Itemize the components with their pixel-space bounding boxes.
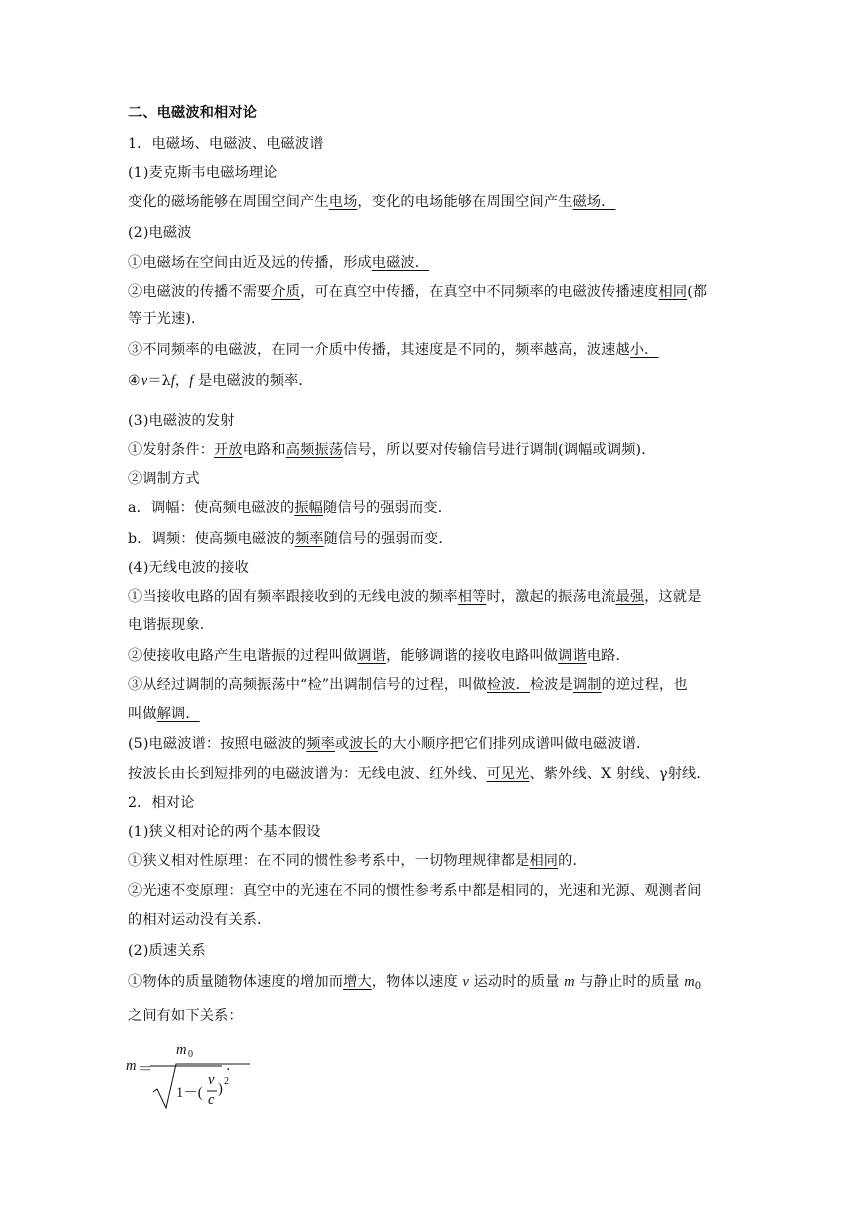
radical-sign: [150, 1058, 260, 1110]
text: ①物体的质量随物体速度的增加而: [128, 974, 344, 990]
formula-one-minus: 1－(: [176, 1085, 203, 1101]
em-wave-line-4: [128, 371, 313, 391]
text: 的逆过程，也: [601, 677, 688, 693]
spectrum-line-2: [128, 764, 711, 784]
mass-velocity-line-1: [128, 972, 701, 997]
blank-answer: 最强: [615, 589, 645, 605]
text: ③从经过调制的高频振荡中“检”出调制信号的过程，叫做: [128, 677, 487, 693]
text: 信号，所以要对传输信号进行调制(调幅或调频)．: [343, 442, 656, 458]
postulate-line-1: [128, 851, 587, 871]
blank-answer: 相同: [658, 284, 688, 300]
text: 与静止时的质量: [574, 974, 685, 990]
blank-answer: 解调．: [156, 706, 200, 722]
text: ，: [174, 373, 190, 389]
text: 电路．: [586, 648, 630, 664]
emission-line-1: [128, 440, 656, 460]
text: ，可在真空中传播，在真空中不同频率的电磁波传播速度: [300, 284, 659, 300]
blank-answer: 可见光: [486, 766, 530, 782]
var-v: v: [140, 373, 148, 389]
text: b．调频：使高频电磁波的: [128, 531, 295, 547]
formula-eq: ＝: [138, 1062, 153, 1078]
text: 电路和: [242, 442, 286, 458]
postulate-line-2-cont: 的相对运动没有关系．: [128, 912, 272, 928]
text: ②电磁波的传播不需要: [128, 284, 272, 300]
text: ①发射条件：: [128, 442, 215, 458]
text: 检波是: [529, 677, 573, 693]
var-v: v: [462, 974, 469, 990]
section-title: 二、电磁波和相对论: [128, 105, 258, 121]
heading-em: 1．电磁场、电磁波、电磁波谱: [128, 136, 324, 152]
reception-line-1: [128, 587, 702, 607]
blank-answer: 检波．: [486, 677, 530, 693]
text: ，物体以速度: [371, 974, 463, 990]
text: ②使接收电路产生电谐振的过程叫做: [128, 648, 358, 664]
text: 是电磁波的频率．: [193, 373, 313, 389]
text: (5)电磁波谱：按照电磁波的: [128, 736, 307, 752]
postulate-line-2: ②光速不变原理：真空中的光速在不同的惯性参考系中都是相同的，光速和光源、观测者间: [128, 883, 702, 899]
mass-velocity-formula: [124, 1040, 264, 1120]
formula-exp: 2: [224, 1076, 229, 1087]
blank-answer: 增大: [343, 974, 372, 990]
formula-num-sub: 0: [188, 1049, 193, 1060]
blank-answer: 电磁波．: [371, 255, 430, 271]
blank-answer: 介质: [271, 284, 301, 300]
emission-line-4: [128, 529, 453, 549]
blank-answer: 振幅: [294, 500, 324, 516]
blank-answer: 调谐: [558, 648, 587, 664]
subscript: 0: [694, 981, 702, 992]
text: 按波长由长到短排列的电磁波谱为：无线电波、红外线、: [128, 766, 487, 782]
emission-line-2: ②调制方式: [128, 471, 200, 487]
text: 、紫外线、X 射线、γ射线．: [529, 766, 711, 782]
blank-answer: 开放: [214, 442, 243, 458]
blank-answer: 波长: [349, 736, 378, 752]
blank-answer: 磁场．: [572, 194, 616, 210]
blank-answer: 调谐: [357, 648, 387, 664]
blank-answer: 相等: [457, 589, 487, 605]
em-wave-line-1: [128, 253, 429, 273]
blank-answer: 频率: [306, 736, 335, 752]
text: 或: [334, 736, 350, 752]
text: (都: [687, 284, 708, 300]
blank-answer: 相同: [529, 853, 559, 869]
subheading-emission: (3)电磁波的发射: [128, 413, 235, 429]
var-f: f: [170, 373, 175, 389]
subheading-reception: (4)无线电波的接收: [128, 560, 249, 576]
reception-line-3: [128, 675, 688, 695]
reception-line-2: [128, 646, 630, 666]
formula-lhs: m: [126, 1058, 137, 1074]
em-wave-line-3: [128, 340, 659, 360]
emission-line-3: [128, 498, 452, 518]
em-wave-line-2-cont: 等于光速)．: [128, 311, 206, 327]
em-wave-line-2: [128, 282, 707, 302]
maxwell-theory-line: [128, 192, 616, 212]
text: ，这就是: [644, 589, 702, 605]
text: ④: [128, 373, 141, 389]
mass-velocity-line-1-cont: 之间有如下关系：: [128, 1008, 243, 1024]
blank-answer: 频率: [294, 531, 324, 547]
text: ＝λ: [147, 373, 171, 389]
var-m: m: [564, 974, 575, 990]
text: ①当接收电路的固有频率跟接收到的无线电波的频率: [128, 589, 458, 605]
blank-answer: 小．: [629, 342, 659, 358]
blank-answer: 高频振荡: [285, 442, 344, 458]
text: 随信号的强弱而变．: [323, 500, 453, 516]
subheading-postulates: (1)狭义相对论的两个基本假设: [128, 824, 321, 840]
formula-c: c: [208, 1092, 215, 1108]
text: 时，激起的振荡电流: [486, 589, 616, 605]
var-m0: m: [684, 974, 695, 990]
heading-relativity: 2．相对论: [128, 795, 195, 811]
formula-num: m: [176, 1042, 187, 1058]
formula-close: ): [218, 1081, 223, 1097]
reception-line-1-cont: 电谐振现象．: [128, 617, 215, 633]
text: 的．: [558, 853, 587, 869]
text: 随信号的强弱而变．: [323, 531, 453, 547]
text: 变化的磁场能够在周围空间产生: [128, 194, 329, 210]
formula-v: v: [208, 1072, 215, 1088]
subheading-mass-velocity: (2)质速关系: [128, 943, 206, 959]
reception-line-3-cont: [128, 704, 200, 724]
subheading-maxwell: (1)麦克斯韦电磁场理论: [128, 165, 278, 181]
formula-period: ．: [226, 1058, 241, 1074]
text: ①狭义相对性原理：在不同的惯性参考系中，一切物理规律都是: [128, 853, 530, 869]
text: ③不同频率的电磁波，在同一介质中传播，其速度是不同的，频率越高，波速越: [128, 342, 630, 358]
text: 运动时的质量: [468, 974, 565, 990]
blank-answer: 调制: [572, 677, 602, 693]
blank-answer: 电场: [328, 194, 358, 210]
text: ①电磁场在空间由近及远的传播，形成: [128, 255, 372, 271]
text: 叫做: [128, 706, 157, 722]
text: ，能够调谐的接收电路叫做: [386, 648, 559, 664]
var-f: f: [189, 373, 194, 389]
text: 的大小顺序把它们排列成谱叫做电磁波谱．: [377, 736, 651, 752]
subheading-em-wave: (2)电磁波: [128, 225, 192, 241]
text: a．调幅：使高频电磁波的: [128, 500, 295, 516]
text: ，变化的电场能够在周围空间产生: [357, 194, 573, 210]
spectrum-line-1: [128, 734, 650, 754]
